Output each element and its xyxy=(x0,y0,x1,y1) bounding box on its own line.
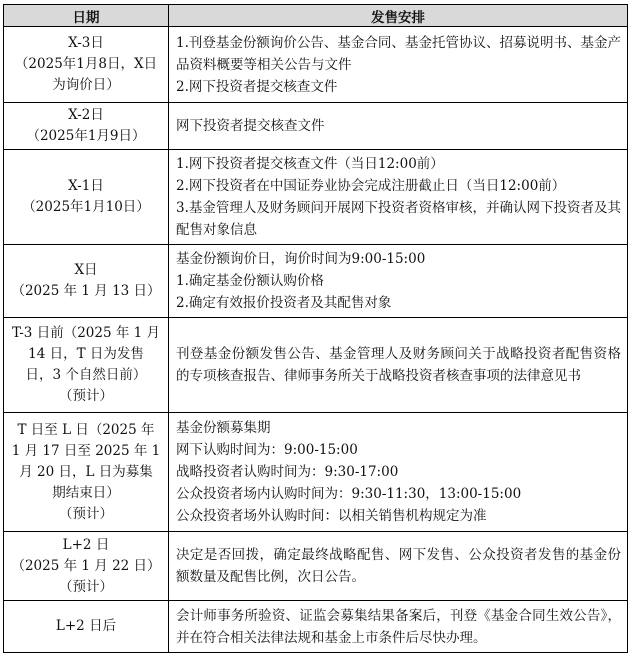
date-cell xyxy=(4,245,169,318)
table-row xyxy=(4,318,628,413)
date-cell xyxy=(4,413,169,532)
arrangement-item: 会计师事务所验资、证监会募集结果备案后，刊登《基金合同生效公告》，并在符合相关法律法规和基金上市条件后尽快办理。 xyxy=(176,607,621,646)
date-line: X-3日 xyxy=(68,35,104,51)
date-line: 为询价日） xyxy=(52,77,120,93)
table-row xyxy=(4,27,628,103)
arrangement-item: 1.确定基金份额认购价格 xyxy=(176,273,324,289)
arrangement-item: 网下认购时间为：9:00-15:00 xyxy=(176,442,358,458)
arrangement-cell xyxy=(169,601,628,653)
arrangement-item: 基金份额募集期 xyxy=(176,420,271,436)
date-cell xyxy=(4,150,169,245)
date-line: （2025年1月8日，X日 xyxy=(14,56,158,72)
arrangement-item: 网下投资者提交核查文件 xyxy=(176,118,325,134)
date-line: L+2 日 xyxy=(62,536,110,553)
date-line: T 日至 L 日（2025 年 xyxy=(17,421,155,438)
table-row xyxy=(4,245,628,318)
arrangement-item: 刊登基金份额发售公告、基金管理人及财务顾问关于战略投资者配售资格的专项核查报告、律师事务所关于战略投资者核查事项的法律意见书 xyxy=(176,346,621,384)
date-line: X-1日 xyxy=(68,178,104,194)
table-row xyxy=(4,601,628,653)
arrangement-item: 战略投资者认购时间为：9:30-17:00 xyxy=(176,464,399,480)
arrangement-cell xyxy=(169,27,628,103)
date-line: （2025年1月10日） xyxy=(22,199,150,215)
issuance-schedule-table xyxy=(3,4,628,653)
header-arrangement: 发售安排 xyxy=(169,5,628,27)
date-line: （预计） xyxy=(59,505,113,522)
header-row xyxy=(4,5,628,27)
date-cell xyxy=(4,103,169,150)
arrangement-item: 3.基金管理人及财务顾问开展网下投资者资格审核，并确认网下投资者及其配售对象信息 xyxy=(176,200,621,238)
date-line: T-3 日前（2025 年 1 月 xyxy=(11,325,161,341)
date-cell xyxy=(4,318,169,413)
date-line: 月 20 日，L 日为募集 xyxy=(19,463,153,480)
arrangement-cell xyxy=(169,103,628,150)
date-line: X-2日 xyxy=(68,107,104,123)
arrangement-cell xyxy=(169,413,628,532)
date-line: （2025 年 1 月 13 日） xyxy=(11,283,161,299)
date-line: 1 月 17 日至 2025 年 1 xyxy=(11,442,161,459)
table-row xyxy=(4,413,628,532)
table-row xyxy=(4,150,628,245)
header-date: 日期 xyxy=(4,5,169,27)
date-line: （预计） xyxy=(59,388,113,404)
arrangement-item: 2.网下投资者在中国证券业协会完成注册截止日（当日12:00前） xyxy=(176,178,566,194)
table-row xyxy=(4,103,628,150)
date-line: X日 xyxy=(74,262,98,278)
date-cell xyxy=(4,27,169,103)
date-line: 期结束日） xyxy=(52,484,120,501)
arrangement-item: 公众投资者场外认购时间：以相关销售机构规定为准 xyxy=(176,508,487,524)
arrangement-item: 决定是否回拨，确定最终战略配售、网下发售、公众投资者发售的基金份额数量及配售比例，次日公告。 xyxy=(176,547,621,585)
date-line: （2025年1月9日） xyxy=(26,128,146,144)
arrangement-item: 1.刊登基金份额询价公告、基金合同、基金托管协议、招募说明书、基金产品资料概要等相关公告与文件 xyxy=(176,34,621,73)
date-line: 日，3 个自然日前） xyxy=(25,367,147,383)
arrangement-item: 2.网下投资者提交核查文件 xyxy=(176,78,338,95)
date-cell xyxy=(4,532,169,601)
arrangement-item: 1.网下投资者提交核查文件（当日12:00前） xyxy=(176,156,444,172)
arrangement-item: 基金份额询价日，询价时间为9:00-15:00 xyxy=(176,251,426,267)
arrangement-cell xyxy=(169,245,628,318)
arrangement-cell xyxy=(169,150,628,245)
date-line: （预计） xyxy=(59,578,113,595)
arrangement-cell xyxy=(169,318,628,413)
date-line: 14 日，T 日为发售 xyxy=(28,346,144,362)
date-line: L+2 日后 xyxy=(55,618,117,634)
date-cell xyxy=(4,601,169,653)
arrangement-item: 公众投资者场内认购时间为：9:30-11:30，13:00-15:00 xyxy=(176,486,522,502)
arrangement-cell xyxy=(169,532,628,601)
date-line: （2025 年 1 月 22 日） xyxy=(11,557,161,574)
table-row xyxy=(4,532,628,601)
arrangement-item: 2.确定有效报价投资者及其配售对象 xyxy=(176,295,392,311)
